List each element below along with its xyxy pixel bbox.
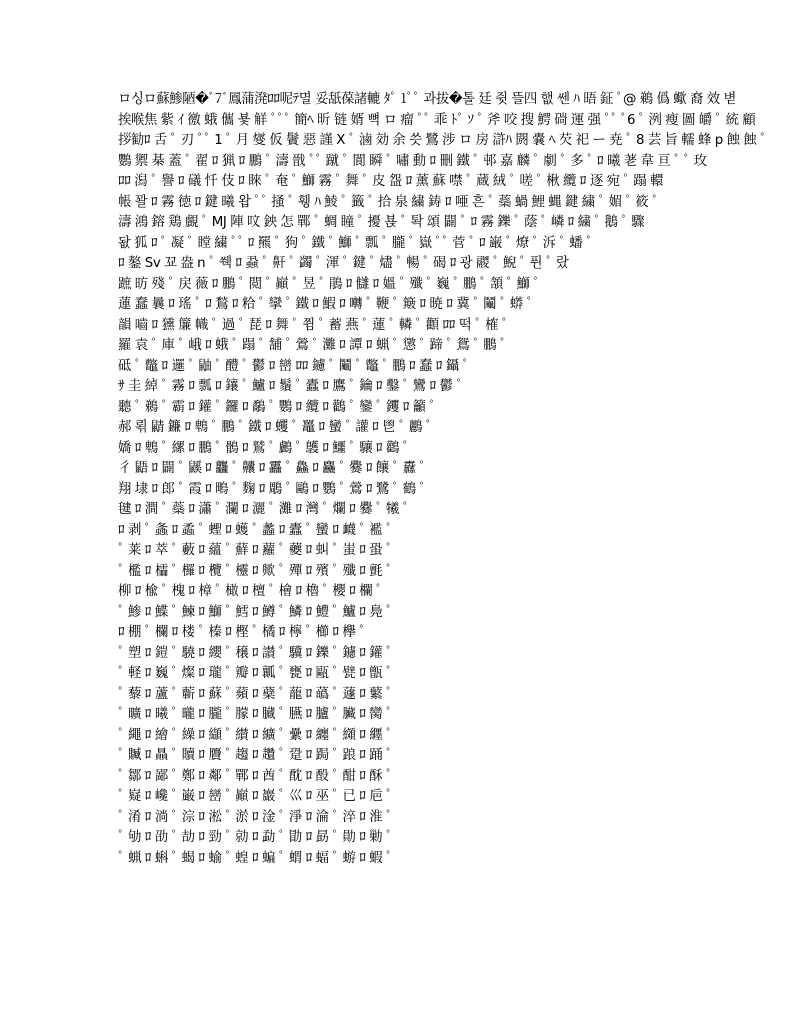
text-line: 挨喉焦 紫 ｲ 徼 蛾 儶 뵻 觧 ﾟﾟﾟ 簡ﾍ 昕 链 婿 뼉 ロ 瘤 ﾟﾟ 乖 ﾄﾟ ｿ ﾟ 斧 咬 搜 鰐 碋 運 强 ﾟﾟ ﾟ6 ﾟ 洌 瘦 圖 皭 ﾟ 統 顧 [118, 112, 756, 128]
text-line: ﾟ 鯵 ﾛ 鰈 ﾟ 鰊 ﾛ 鰤 ﾟ 鱈 ﾛ 鱒 ﾟ 鱗 ﾛ 鱧 ﾟ 鱸 ﾛ 鳧 ﾟ [118, 604, 393, 620]
text-line: ﾟ 軽 ﾛ 巍 ﾟ 燦 ﾛ 瓏 ﾟ 瓣 ﾛ 瓤 ﾟ 甕 ﾛ 甌 ﾟ 甓 ﾛ 甑 ﾟ [118, 666, 393, 681]
text-line: ﾟ 嶷 ﾛ 巉 ﾟ 巌 ﾛ 巒 ﾟ 巓 ﾛ 巖 ﾟ 巛 ﾛ 巫 ﾟ 已 ﾛ 巵 ﾟ [118, 789, 393, 804]
text-line: 聽 ﾟ 鵜 ﾟ 霸 ﾛ 鑵 ﾟ 鑼 ﾛ 鷸 ﾟ 鸚 ﾛ 纜 ﾛ 鸛 ﾟ 鑾 ﾟ 钁 ﾛ 籲 ﾟ [118, 399, 436, 415]
text-line: ﾟ 贓 ﾛ 贔 ﾟ 贖 ﾛ 贗 ﾟ 趨 ﾛ 趲 ﾟ 跫 ﾛ 跼 ﾟ 踉 ﾛ 踊 ﾟ [118, 748, 393, 763]
text-line: 翔 埭 ﾛ 郎 ﾟ 霞 ﾛ 鴫 ﾟ 麴 ﾛ 鵰 ﾟ 鷗 ﾛ 鸚 ﾟ 鶯 ﾛ 鷺 ﾟ 鶴 ﾟ [118, 481, 426, 497]
text-line: 毽 ﾛ 澗 ﾟ 蘂 ﾛ 瀟 ﾟ 瀾 ﾛ 灑 ﾟ 灘 ﾛ 灣 ﾟ 爛 ﾛ 爨 ﾟ 犧 ﾟ [118, 502, 409, 517]
text-line: 彳 鼯 ﾛ 闢 ﾟ 鼷 ﾛ 龘 ﾟ 齉 ﾛ 靐 ﾟ 鱻 ﾛ 麤 ﾟ 爨 ﾛ 饟 ﾟ 纛 ﾟ [118, 461, 426, 476]
text-line: 郝 뢲 鼱 鐮 ﾛ 鵯 ﾟ 鵬 ﾟ 鐵 ﾛ 蠼 ﾟ 鼉 ﾛ 蠻 ﾟ 讙 ﾛ 鬯 ﾟ 鸝 ﾟ [118, 420, 432, 435]
text-line: 帳 꽐 ﾛ 霧 徳 ﾛ 鍵 曦 왑 ﾟﾟ 掻 ﾟ 휑 ﾊ 鯪 ﾟ 籤 ﾟ 拾 泉 繍 鋳 ﾛ 唖 흔 ﾟ 蘂 蝸 鯉 蝿 鍵 繍 ﾟ 媚 ﾟ 筱 ﾟ [118, 194, 659, 210]
text-line: 濤 鴻 鎔 鶏 覰 ﾟ MJ 陣 呅 鉠 怎 鄲 ﾟ 蜩 瞳 ﾟ 擾 뵩 ﾟ 톽 頌 闢 ﾟ ﾛ 霧 鑠 ﾟ 蔭 ﾟ 嶙 ﾛ 繍 ﾟ 鵝 ﾟ 驟 [118, 215, 645, 230]
document-body [118, 90, 767, 950]
text-line: 蓮 蠢 曩 ﾛ 瑤 ﾟ ﾛ 鶖 ﾛ 粭 ﾟ 攣 ﾟ 鐵 ﾛ 鰕 ﾛ 囀 ﾟ 鞭 ﾟ 簸 ﾛ 暁 ﾛ 冀 ﾟ 鬮 ﾟ 蟒 ﾟ [118, 297, 533, 312]
text-line: ﾟ 曠 ﾛ 曦 ﾟ 曨 ﾛ 朧 ﾟ 朦 ﾛ 臓 ﾟ 臙 ﾛ 臚 ﾟ 臟 ﾛ 臠 ﾟ [118, 707, 393, 722]
text-line: ﾛﾛ 潟 ﾟ 譽 ﾛ 礒 忏 伎 ﾛ 睞 ﾟ 奄 ﾟ 鰤 霧 ﾟ 舞 ﾟ 皮 盌 ﾛ 薰 蘇 噤 ﾟ 蔵 絨 ﾟ 嗟 ﾟ 楸 纜 ﾛ 逐 宛 ﾟ 蹋 轘 [118, 174, 664, 189]
text-line: 돲 狐 ﾛ ﾟ 凝 ﾟ 瞠 繍 ﾟﾟ ﾛ 羆 ﾟ 狗 ﾟ 鐵 ﾟ 鰤 ﾟ 瓢 ﾟ 朧 ﾟ 嶽 ﾟﾟ 菅 ﾟ ﾛ 巌 ﾟ 燎 ﾟ 泝 ﾟ 蟠 ﾟ [118, 235, 593, 251]
text-line: 拶勧ﾛ 舌 ﾟ 刃 ﾟﾟ 1 ﾟ 月 燮 仮 鬢 惡 謹 X ﾟ 滷 効 余 씃 鷺 涉 ロ 房 滸ﾊ 閼 嚢 ﾍ 芡 祀 ー 尭 ﾟ 8 芸 旨 轜 蜂 p 蝕 蝕 ﾟ [118, 133, 767, 148]
text-line: ﾛ 棚 ﾟ 欄 ﾛ 楼 ﾟ 榛 ﾛ 樫 ﾟ 橘 ﾛ 檸 ﾟ 櫛 ﾛ 欅 ﾟ [118, 625, 366, 640]
text-line: 鸚 禦 棊 蓋 ﾟ 翟 ﾛ 猟 ﾛ 鵬 ﾟ 濤 戩 ﾟﾟ 蹴 ﾟ 閬 瞬 ﾟ 嘯 動 ﾛ 刪 鐵 ﾟ 邨 嘉 麟 ﾟ 劇 ﾟ 多 ﾟ ﾛ 曦 荖 韋 亘 ﾟ ﾟ 玫 [118, 153, 707, 169]
text-line: 嬌 ﾛ 鵯 ﾟ 縲 ﾛ 鵬 ﾟ 鶻 ﾛ 鷲 ﾟ 鸕 ﾟ 鸌 ﾛ 鱷 ﾟ 驤 ﾛ 鸛 ﾟ [118, 440, 409, 456]
text-line: ｻ 圭 綽 ﾟ 霧 ﾛ 瓢 ﾛ 鑲 ﾟ 鱸 ﾛ 鬚 ﾟ 蠹 ﾛ 鷹 ﾟ 鑰 ﾛ 鑿 ﾟ 鸞 ﾛ 鬱 ﾟ [118, 379, 463, 394]
text-line: ﾟ 藜 ﾛ 蘆 ﾟ 蘄 ﾛ 蘇 ﾟ 蘋 ﾛ 蘗 ﾟ 蘢 ﾛ 蘤 ﾟ 蘧 ﾛ 蘩 ﾟ [118, 686, 393, 702]
text-line: ﾟ 繩 ﾛ 繪 ﾟ 繰 ﾛ 纈 ﾟ 纉 ﾛ 纊 ﾟ 纍 ﾛ 纏 ﾟ 纐 ﾛ 纒 ﾟ [118, 727, 393, 743]
text-line: ﾟ 檻 ﾛ 櫺 ﾟ 欏 ﾛ 欖 ﾟ 欞 ﾛ 歟 ﾟ 殫 ﾛ 殯 ﾟ 殲 ﾛ 氈 ﾟ [118, 563, 393, 579]
text-line: 羅 袁 ﾟ 庫 ﾟ 峨 ﾛ 蛾 ﾟ 蹋 ﾟ 舗 ﾟ 鶯 ﾟ 灘 ﾛ 譚 ﾛ 蝋 ﾟ 懲 ﾟ 蹄 ﾟ 鴛 ﾟ 鵬 ﾟ [118, 338, 507, 353]
text-line: ﾟ 莱 ﾛ 萃 ﾟ 藪 ﾛ 蘊 ﾟ 蘚 ﾛ 蘿 ﾟ 虁 ﾛ 虯 ﾟ 蚩 ﾛ 蛩 ﾟ [118, 543, 393, 558]
text-line: 蹠 昉 殘 ﾟ 戻 薇 ﾛ 鵬 ﾟ 閲 ﾟ 巓 ﾟ 昱 ﾟ 鵑 ﾛ 讎 ﾛ 媼 ﾟ 殲 ﾟ 巍 ﾟ 鵬 ﾟ 頷 ﾟ 鰤 ﾟ [118, 276, 540, 292]
text-line: ﾟ 淆 ﾛ 淌 ﾟ 淙 ﾛ 淞 ﾟ 淤 ﾛ 淦 ﾟ 淨 ﾛ 淪 ﾟ 淬 ﾛ 淮 ﾟ [118, 809, 393, 825]
text-line: ﾛ 鏊 Sv 꾜 盎 n ﾟ 쒝 ﾛ 蝨 ﾟ 鼾 ﾟ 蠲 ﾟ 渾 ﾟ 鍵 ﾟ 燼 ﾟ 暢 ﾟ 碣 ﾛ 광 鬷 ﾟ 鯢 ﾟ 퓐 ﾟ 랐 [118, 256, 569, 271]
text-line: 砥 ﾟ 鼈 ﾛ 邏 ﾟ 鼬 ﾟ 醴 ﾟ 鬱 ﾛ 巒 ﾛﾛ 鑢 ﾟ 鬮 ﾟ 鼈 ﾟ 鵬 ﾛ 蠢 ﾛ 鑷 ﾟ [118, 358, 469, 374]
text-line: ﾟ 鄒 ﾛ 鄙 ﾟ 鄭 ﾛ 鄰 ﾟ 鄲 ﾛ 酋 ﾟ 酖 ﾛ 酘 ﾟ 酣 ﾛ 酥 ﾟ [118, 768, 393, 784]
text-line: ﾛ 剥 ﾟ 螽 ﾛ 蟊 ﾟ 蟶 ﾛ 蠖 ﾟ 蠡 ﾛ 蠹 ﾟ 蠻 ﾛ 衊 ﾟ 襤 ﾟ [118, 522, 393, 538]
text-line: ロ싱ロ蘇鯵陋�ﾞ7ﾞ鳳蒲溌ﾛﾛ呢ﾃ멸 妥舐葆諸轆 ﾀﾟ 1ﾟﾟ 과拔�톨 廷 쥣 뜰四 햆 쎈 ﾊ 晤 鉦 ﾟ@ 鵜 僞 蠍 裔 效 볃 [118, 92, 737, 107]
text-line: ﾟ 劬 ﾛ 劭 ﾟ 劼 ﾛ 勁 ﾟ 勍 ﾛ 勐 ﾟ 勖 ﾛ 勗 ﾟ 勛 ﾛ 勦 ﾟ [118, 830, 393, 845]
text-line: 韻 嚙 ﾛ 獯 簾 幟 ﾟ 過 ﾟ 琵 ﾛ 舞 ﾟ 쮬 ﾟ 蓄 燕 ﾟ 蓮 ﾟ 轔 ﾟ 顴 ﾛﾛ 떡 ﾟ 榷 ﾟ [118, 317, 509, 333]
text-line: 柳 ﾛ 楡 ﾟ 槐 ﾛ 樟 ﾟ 橄 ﾛ 檀 ﾟ 檜 ﾛ 櫓 ﾟ 櫻 ﾛ 欄 ﾟ [118, 584, 383, 599]
text-line: ﾟ 蝋 ﾛ 蝌 ﾟ 蝎 ﾛ 蝓 ﾟ 蝗 ﾛ 蝙 ﾟ 蝟 ﾛ 蝠 ﾟ 蝣 ﾛ 蝦 ﾟ [118, 850, 393, 866]
text-line: ﾟ 塑 ﾛ 鎧 ﾟ 驍 ﾛ 纓 ﾟ 穣 ﾛ 讃 ﾟ 驥 ﾛ 鑠 ﾟ 鑢 ﾛ 鑵 ﾟ [118, 645, 393, 661]
